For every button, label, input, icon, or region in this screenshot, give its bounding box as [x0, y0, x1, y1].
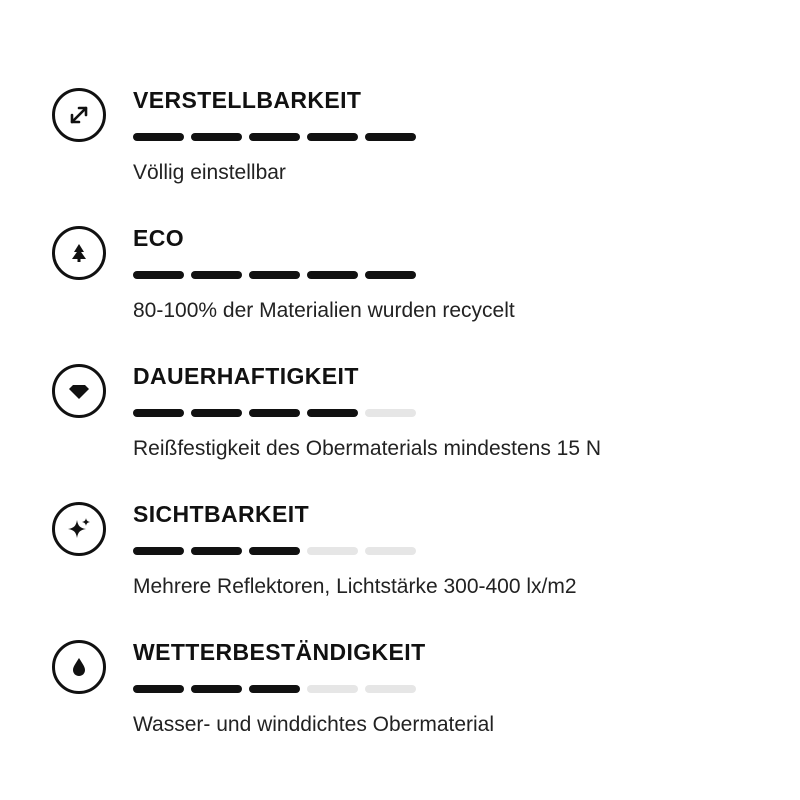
rating-segment-filled: [249, 409, 300, 417]
rating-segment-filled: [133, 133, 184, 141]
feature-visibility: [52, 498, 772, 618]
rating-segment-filled: [133, 271, 184, 279]
rating-bar: [133, 409, 416, 417]
rating-segment-filled: [133, 685, 184, 693]
feature-description: Völlig einstellbar: [133, 161, 286, 184]
expand-arrows-icon: [52, 88, 106, 142]
rating-segment-filled: [307, 133, 358, 141]
rating-segment-filled: [191, 685, 242, 693]
rating-bar: [133, 685, 416, 693]
feature-title: ECO: [133, 225, 185, 251]
rating-segment-filled: [307, 409, 358, 417]
feature-durability: [52, 360, 772, 480]
diamond-icon: [52, 364, 106, 418]
feature-weather-resistance: [52, 636, 772, 756]
feature-title: SICHTBARKEIT: [133, 501, 310, 527]
sparkle-icon: [52, 502, 106, 556]
rating-segment-filled: [249, 547, 300, 555]
rating-segment-empty: [307, 685, 358, 693]
rating-segment-filled: [191, 409, 242, 417]
feature-title: WETTERBESTÄNDIGKEIT: [133, 639, 426, 665]
rating-segment-filled: [133, 409, 184, 417]
rating-segment-empty: [365, 685, 416, 693]
rating-segment-filled: [191, 133, 242, 141]
feature-title: DAUERHAFTIGKEIT: [133, 363, 359, 389]
feature-title: VERSTELLBARKEIT: [133, 87, 362, 113]
rating-segment-empty: [365, 547, 416, 555]
rating-segment-filled: [249, 271, 300, 279]
rating-segment-filled: [307, 271, 358, 279]
rating-segment-filled: [191, 271, 242, 279]
tree-icon: [52, 226, 106, 280]
rating-bar: [133, 271, 416, 279]
feature-adjustability: [52, 84, 772, 204]
water-drop-icon: [52, 640, 106, 694]
feature-eco: [52, 222, 772, 342]
rating-segment-filled: [249, 685, 300, 693]
rating-segment-filled: [365, 133, 416, 141]
rating-bar: [133, 133, 416, 141]
feature-description: 80-100% der Materialien wurden recycelt: [133, 299, 515, 322]
rating-segment-empty: [365, 409, 416, 417]
feature-description: Reißfestigkeit des Obermaterials mindestens 15 N: [133, 437, 602, 460]
rating-bar: [133, 547, 416, 555]
feature-description: Mehrere Reflektoren, Lichtstärke 300-400 lx/m2: [133, 575, 577, 598]
rating-segment-filled: [191, 547, 242, 555]
rating-segment-filled: [133, 547, 184, 555]
rating-segment-filled: [249, 133, 300, 141]
feature-description: Wasser- und winddichtes Obermaterial: [133, 713, 495, 736]
rating-segment-empty: [307, 547, 358, 555]
rating-segment-filled: [365, 271, 416, 279]
